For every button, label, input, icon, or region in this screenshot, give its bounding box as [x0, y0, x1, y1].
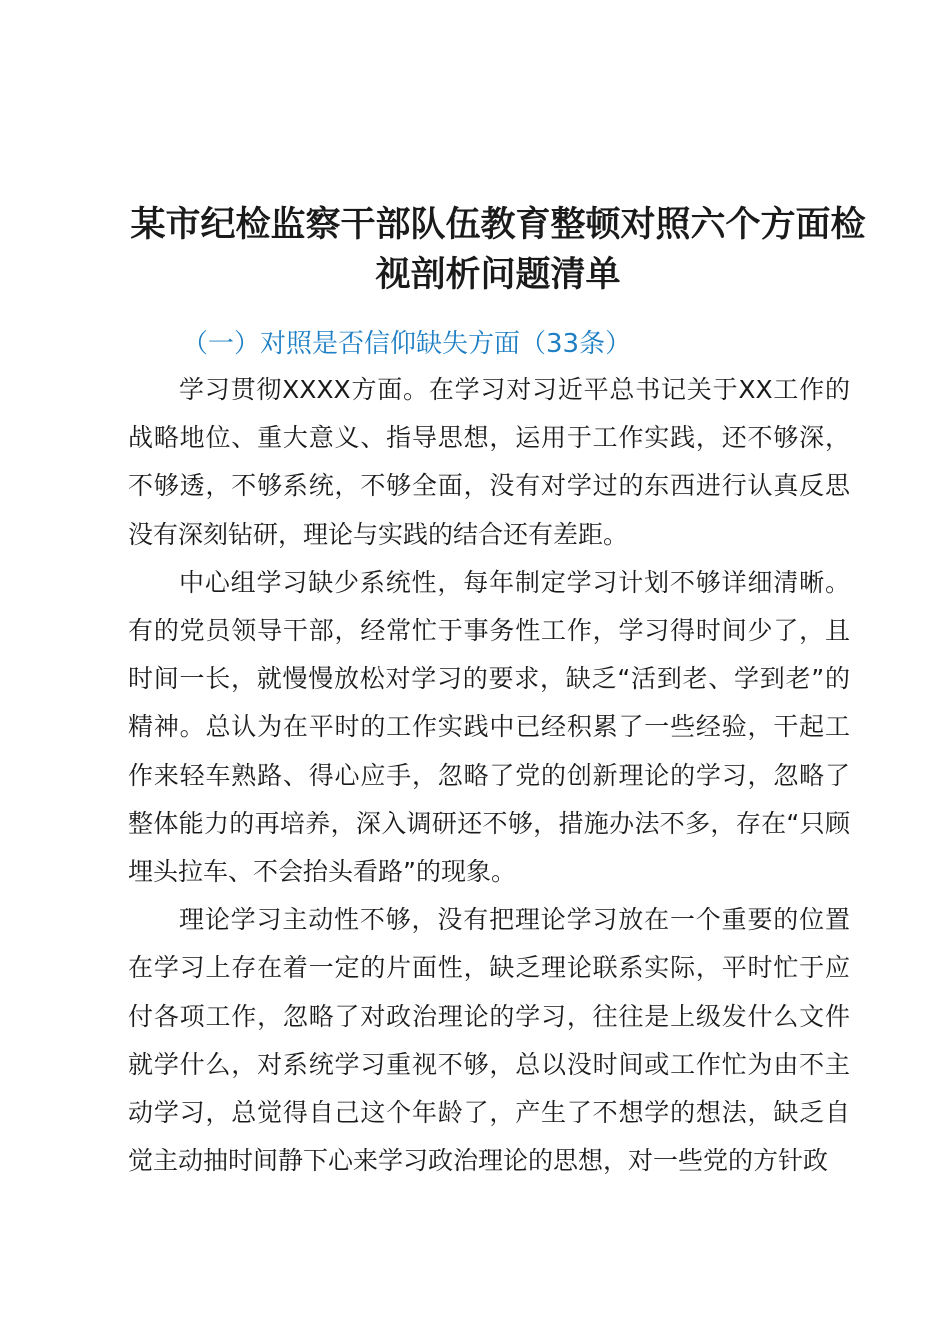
paragraph-2: 中心组学习缺少系统性，每年制定学习计划不够详细清晰。有的党员领导干部，经常忙于事务性工作，学习得时间少了，且时间一长，就慢慢放松对学习的要求，缺乏“活到老、学到老”的精神。总认为在平时的工作实践中已经积累了一些经验，干起工作来轻车熟路、得心应手，忽略了党的创新理论的学习，忽略了整体能力的再培养，深入调研还不够，措施办法不多，存在“只顾埋头拉车、不会抬头看路”的现象。: [128, 567, 850, 887]
paragraph-1: 学习贯彻XXXX方面。在学习对习近平总书记关于XX工作的战略地位、重大意义、指导思想，运用于工作实践，还不够深，不够透，不够系统，不够全面，没有对学过的东西进行认真反思没有深刻钻研，理论与实践的结合还有差距。: [128, 375, 850, 549]
paragraph-3: 理论学习主动性不够，没有把理论学习放在一个重要的位置在学习上存在着一定的片面性，缺乏理论联系实际，平时忙于应付各项工作，忽略了对政治理论的学习，往往是上级发什么文件就学什么，对系统学习重视不够，总以没时间或工作忙为由不主动学习，总觉得自己这个年龄了，产生了不想学的想法，缺乏自觉主动抽时间静下心来学习政治理论的思想，对一些党的方针政: [128, 905, 850, 1176]
document-title: 某市纪检监察干部队伍教育整顿对照六个方面检视剖析问题清单: [130, 205, 866, 295]
document-body: [128, 366, 850, 1185]
section-heading: （一）对照是否信仰缺失方面（33条）: [182, 329, 632, 359]
